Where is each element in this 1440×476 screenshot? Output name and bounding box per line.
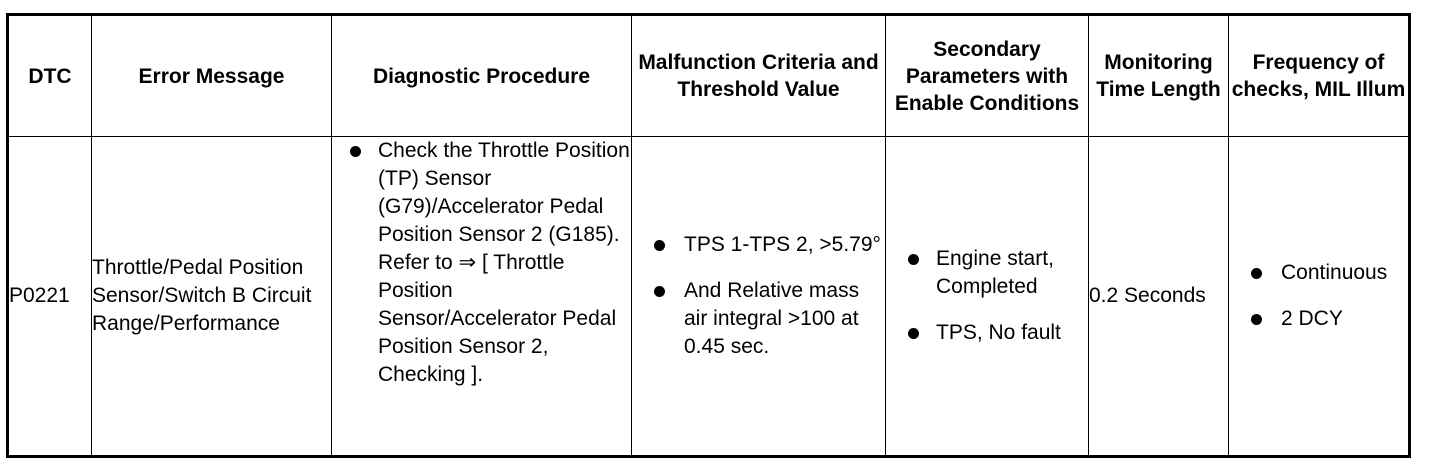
- frequency-item: [1229, 305, 1408, 333]
- cell-error-message: Throttle/Pedal Position Sensor/Switch B Circuit Range/Performance: [92, 137, 332, 457]
- header-row: [8, 15, 1410, 137]
- criteria-item: [632, 277, 885, 361]
- frequency-item: [1229, 259, 1408, 287]
- cell-frequency: [1229, 137, 1410, 457]
- cell-dtc: P0221: [8, 137, 92, 457]
- bullet-icon: [654, 240, 665, 251]
- frequency-text: 2 DCY: [1281, 307, 1343, 330]
- frequency-text: Continuous: [1281, 261, 1388, 284]
- dtc-table: [6, 13, 1411, 458]
- criteria-text: TPS 1-TPS 2, >5.79°: [684, 233, 881, 256]
- criteria-text: And Relative mass air integral >100 at 0.45 sec.: [684, 279, 860, 358]
- header-secondary-parameters: Secondary Parameters with Enable Conditions: [886, 15, 1089, 137]
- table-row: [8, 137, 1410, 457]
- header-error-message: Error Message: [92, 15, 332, 137]
- bullet-icon: [1251, 314, 1262, 325]
- condition-item: [886, 245, 1088, 301]
- condition-text: Engine start, Completed: [936, 247, 1054, 298]
- header-dtc: DTC: [8, 15, 92, 137]
- procedure-text: Check the Throttle Position (TP) Sensor (G79)/Accelerator Pedal Position Sensor 2 (G185). Refer to ⇒ [ Throttle Position Sensor/Accelerator Pedal Position Sensor 2, Checking ].: [378, 139, 630, 386]
- bullet-icon: [908, 254, 919, 265]
- cell-secondary-parameters: [886, 137, 1089, 457]
- header-frequency: Frequency of checks, MIL Illum: [1229, 15, 1410, 137]
- bullet-icon: [350, 146, 361, 157]
- procedure-item: [332, 137, 631, 389]
- condition-text: TPS, No fault: [936, 321, 1061, 344]
- condition-item: [886, 319, 1088, 347]
- bullet-icon: [1251, 268, 1262, 279]
- header-malfunction-criteria: Malfunction Criteria and Threshold Value: [632, 15, 886, 137]
- bullet-icon: [654, 286, 665, 297]
- criteria-item: [632, 231, 885, 259]
- bullet-icon: [908, 328, 919, 339]
- cell-malfunction-criteria: [632, 137, 886, 457]
- header-diagnostic-procedure: Diagnostic Procedure: [332, 15, 632, 137]
- cell-diagnostic-procedure: [332, 137, 632, 457]
- cell-monitoring-time: 0.2 Seconds: [1089, 137, 1229, 457]
- header-monitoring-time: Monitoring Time Length: [1089, 15, 1229, 137]
